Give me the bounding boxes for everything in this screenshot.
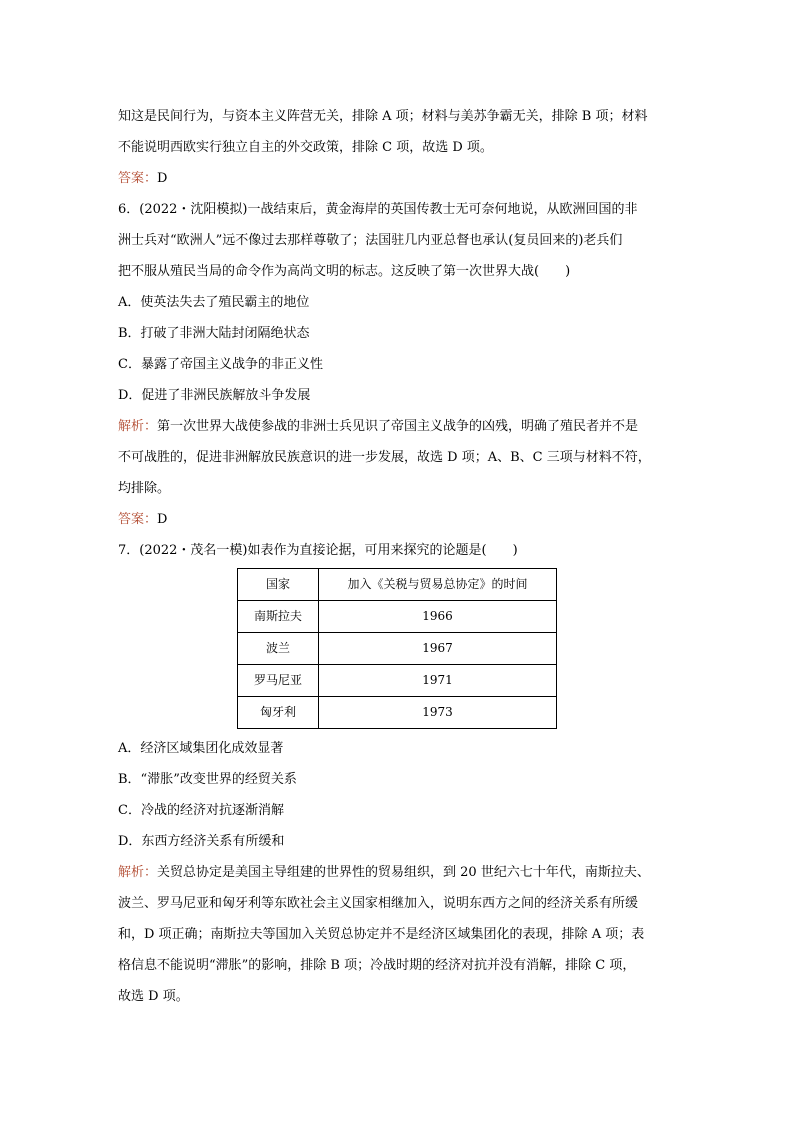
q5-analysis-line-2: 不能说明西欧实行独立自主的外交政策，排除 C 项，故选 D 项。 xyxy=(118,140,493,155)
q7-option-b: B．“滞胀”改变世界的经贸关系 xyxy=(118,772,297,787)
table-row xyxy=(238,697,557,729)
table-cell-year: 1973 xyxy=(319,697,557,729)
answer-value: D xyxy=(157,171,168,186)
q7-analysis-line-4: 格信息不能说明“滞胀”的影响，排除 B 项；冷战时期的经济对抗并没有消解，排除 C 项， xyxy=(118,958,636,973)
analysis-text: 关贸总协定是美国主导组建的世界性的贸易组织，到 20 世纪六七十年代，南斯拉夫、 xyxy=(157,865,650,880)
q7-option-d: D．东西方经济关系有所缓和 xyxy=(118,834,285,849)
answer-label: 答案： xyxy=(118,512,158,527)
analysis-text: 第一次世界大战使参战的非洲士兵见识了帝国主义战争的凶残，明确了殖民者并不是 xyxy=(157,419,639,434)
q7-analysis-line-2: 波兰、罗马尼亚和匈牙利等东欧社会主义国家相继加入，说明东西方之间的经济关系有所缓 xyxy=(118,896,639,911)
table-row xyxy=(238,633,557,665)
gatt-accession-table xyxy=(237,568,557,729)
table-header-row xyxy=(238,569,557,601)
analysis-label: 解析： xyxy=(118,865,158,880)
table-header-country: 国家 xyxy=(238,569,319,601)
table-cell-country: 匈牙利 xyxy=(238,697,319,729)
q6-analysis-line-3: 均排除。 xyxy=(118,481,171,496)
table-header-year: 加入《关税与贸易总协定》的时间 xyxy=(319,569,557,601)
q7-option-a: A．经济区域集团化成效显著 xyxy=(118,741,284,756)
table-cell-country: 南斯拉夫 xyxy=(238,601,319,633)
q6-stem-line-3: 把不服从殖民当局的命令作为高尚文明的标志。这反映了第一次世界大战( ) xyxy=(118,264,571,279)
q6-option-b: B．打破了非洲大陆封闭隔绝状态 xyxy=(118,326,310,341)
q6-analysis-line-2: 不可战胜的，促进非洲解放民族意识的进一步发展，故选 D 项；A、B、C 三项与材料不符， xyxy=(118,450,651,465)
q6-option-d: D．促进了非洲民族解放斗争发展 xyxy=(118,388,311,403)
answer-value: D xyxy=(157,512,168,527)
q7-analysis-line-1 xyxy=(118,857,678,888)
q7-stem: 7．(2022・茂名一模)如表作为直接论据，可用来探究的论题是( ) xyxy=(118,543,518,558)
q7-analysis-line-3: 和，D 项正确；南斯拉夫等国加入关贸总协定并不是经济区域集团化的表现，排除 A 项；表 xyxy=(118,927,645,942)
table-row xyxy=(238,601,557,633)
table-cell-country: 罗马尼亚 xyxy=(238,665,319,697)
table-row xyxy=(238,665,557,697)
q5-answer xyxy=(118,163,678,194)
q7-option-c: C．冷战的经济对抗逐渐消解 xyxy=(118,803,284,818)
q6-option-a: A．使英法失去了殖民霸主的地位 xyxy=(118,295,310,310)
table-cell-year: 1971 xyxy=(319,665,557,697)
q7-analysis-line-5: 故选 D 项。 xyxy=(118,989,189,1004)
table-cell-year: 1967 xyxy=(319,633,557,665)
document-page xyxy=(118,101,678,1012)
q6-answer xyxy=(118,504,678,535)
q6-stem-line-2: 洲士兵对“欧洲人”远不像过去那样尊敬了；法国驻几内亚总督也承认(复员回来的)老兵们 xyxy=(118,233,623,248)
q6-option-c: C．暴露了帝国主义战争的非正义性 xyxy=(118,357,323,372)
analysis-label: 解析： xyxy=(118,419,158,434)
answer-label: 答案： xyxy=(118,171,158,186)
table-cell-year: 1966 xyxy=(319,601,557,633)
q6-analysis-line-1 xyxy=(118,411,678,442)
q6-stem-line-1: 6．(2022・沈阳模拟)一战结束后，黄金海岸的英国传教士无可奈何地说，从欧洲回国的非 xyxy=(118,202,638,217)
table-cell-country: 波兰 xyxy=(238,633,319,665)
q5-analysis-line-1: 知这是民间行为，与资本主义阵营无关，排除 A 项；材料与美苏争霸无关，排除 B 项；材料 xyxy=(118,109,648,124)
